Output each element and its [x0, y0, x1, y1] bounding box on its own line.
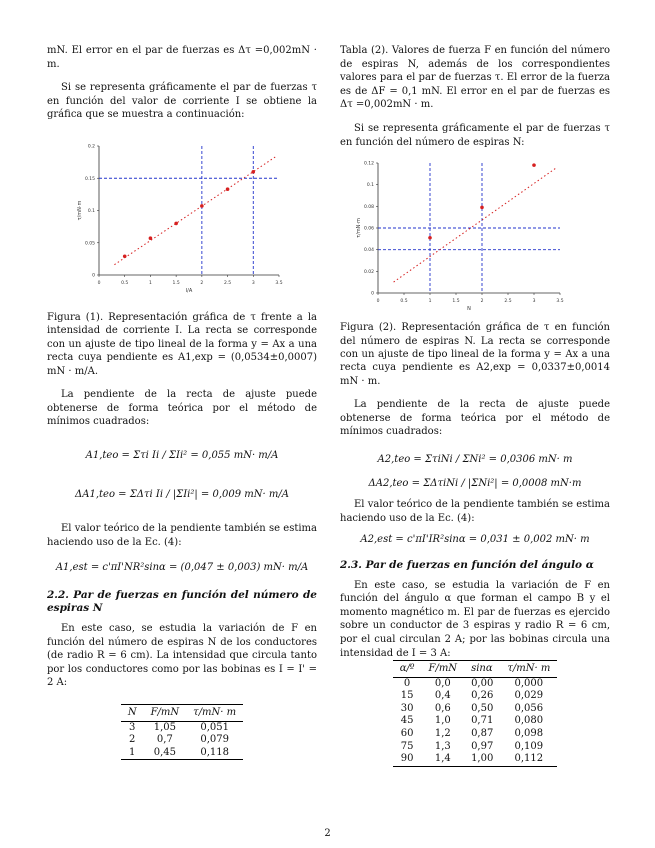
- table-cell: 0,7: [156, 734, 173, 746]
- table-cell: 0,6: [434, 702, 451, 714]
- figure-1-chart: [47, 136, 317, 301]
- table-row: [393, 715, 558, 728]
- table-3: [393, 660, 558, 767]
- table-row: [121, 734, 243, 747]
- paragraph: La pendiente de la recta de ajuste puede obtenerse de forma teórica por el método de mínimos cuadrados:: [47, 389, 317, 428]
- figure-1-caption: Figura (1). Representación gráfica de τ frente a la intensidad de corriente I. La recta se corresponde con un ajuste de tipo lineal de la forma y = Ax a una recta cuya pendiente es A1,exp = (0,0534±0,0007) mN · m/A.: [47, 311, 317, 377]
- x-tick-label: 3: [251, 280, 255, 286]
- table-header-cell: F/mN: [144, 704, 187, 721]
- table-row: [393, 677, 558, 690]
- table-cell: 0,000: [514, 677, 544, 689]
- x-tick-label: 1.5: [172, 280, 180, 286]
- section-heading: 2.3. Par de fuerzas en función del ángulo α: [340, 558, 594, 571]
- y-tick-label: 0.04: [363, 248, 374, 254]
- figure-2-chart: [340, 155, 610, 315]
- table-cell: 1,2: [434, 728, 451, 740]
- table-row: [121, 747, 243, 760]
- data-point: [149, 236, 153, 240]
- y-axis-label: τ/mN·m: [77, 200, 83, 221]
- x-axis-label: N: [467, 306, 471, 313]
- table-header-cell: τ/mN· m: [500, 661, 557, 678]
- x-tick-label: 0.5: [400, 299, 408, 305]
- table-cell: 0,080: [514, 715, 544, 727]
- table-cell: 0,87: [471, 728, 494, 740]
- right-column: [340, 44, 610, 767]
- x-tick-label: 2.5: [504, 299, 512, 305]
- table-cell: 2: [129, 734, 136, 746]
- table-cell: 1,3: [434, 740, 451, 752]
- x-axis-label: I/A: [185, 287, 193, 294]
- data-point: [226, 187, 230, 191]
- table-cell: 15: [400, 690, 414, 702]
- table-row: [393, 703, 558, 716]
- table-cell: 0,0: [434, 677, 451, 689]
- table-header-cell: N: [121, 704, 144, 721]
- x-tick-label: 2.5: [223, 280, 232, 286]
- x-tick-label: 3.5: [556, 299, 564, 305]
- table-cell: 0,00: [471, 677, 494, 689]
- data-point: [532, 164, 536, 168]
- table-cell: 1,05: [153, 721, 177, 733]
- equation-a1-est: A1,est = c'πI'NR²sinα = (0,047 ± 0,003) mN· m/A: [55, 562, 309, 574]
- x-tick-label: 2: [480, 299, 484, 305]
- table-cell: 0: [403, 677, 411, 689]
- x-tick-label: 0: [97, 280, 101, 286]
- table-cell: 0,45: [144, 747, 187, 760]
- table-cell: 0,051: [200, 721, 229, 733]
- table-cell: 60: [400, 728, 414, 740]
- data-point: [123, 254, 127, 258]
- table-cell: 0,26: [471, 690, 494, 702]
- x-tick-label: 3: [532, 299, 536, 305]
- table-header-cell: F/mN: [422, 661, 465, 678]
- table-cell: 30: [400, 702, 414, 714]
- paragraph: Si se representa gráficamente el par de fuerzas τ en función del valor de corriente I se obtiene la gráfica que se muestra a continuación:: [47, 82, 317, 121]
- data-point: [428, 236, 432, 240]
- data-point: [174, 222, 178, 226]
- table-header-cell: sinα: [464, 661, 500, 678]
- table-cell: 1: [121, 747, 144, 760]
- fit-line: [394, 168, 557, 282]
- y-tick-label: 0: [371, 291, 374, 297]
- table-cell: 1,00: [464, 753, 500, 766]
- table-cell: 0,098: [514, 728, 544, 740]
- table-row: [393, 741, 558, 754]
- table-cell: 0,50: [471, 702, 494, 714]
- y-tick-label: 0.1: [87, 208, 95, 214]
- y-tick-label: 0.06: [363, 226, 374, 232]
- y-tick-label: 0.1: [366, 183, 374, 189]
- table-cell: 0,118: [186, 747, 243, 760]
- x-tick-label: 1.5: [452, 299, 460, 305]
- table-cell: 1,0: [434, 715, 451, 727]
- table-row: [393, 728, 558, 741]
- paragraph: El valor teórico de la pendiente también se estima haciendo uso de la Ec. (4):: [340, 499, 610, 524]
- x-tick-label: 2: [200, 280, 204, 286]
- y-tick-label: 0.08: [363, 204, 374, 210]
- table-cell: 0,71: [471, 715, 494, 727]
- paragraph: En este caso, se estudia la variación de F en función del ángulo α que forman el campo B y el momento magnético m. El par de fuerzas es ejercido sobre un conductor de 3 espiras y radio R = 6 cm, por el cual circulan 2 A; por las bobinas circula una intensidad de I = 3 A:: [340, 579, 610, 659]
- left-column: [47, 44, 317, 760]
- table-row: [393, 690, 558, 703]
- y-tick-label: 0.12: [363, 161, 374, 167]
- table-cell: 0,029: [514, 690, 544, 702]
- table-cell: 0,079: [200, 734, 229, 746]
- table-header-cell: τ/mN· m: [186, 704, 243, 721]
- table-row: [121, 721, 243, 734]
- fit-line: [114, 157, 275, 265]
- table-cell: 75: [400, 740, 414, 752]
- y-tick-label: 0.15: [84, 176, 95, 182]
- table-cell: 0,056: [514, 702, 544, 714]
- y-tick-label: 0.02: [363, 269, 374, 275]
- figure-2-caption: Figura (2). Representación gráfica de τ en función del número de espiras N. La recta se corresponde con un ajuste de tipo lineal de la forma y = Ax a una recta cuya pendiente es A2,exp = 0,0337±0,0014 mN · m.: [340, 322, 610, 387]
- table-cell: 90: [393, 753, 422, 766]
- x-tick-label: 1: [148, 280, 152, 286]
- equation-a2-est: A2,est = c'πI'IR²sinα = 0,031 ± 0,002 mN· m: [360, 534, 590, 546]
- equation-delta-a1-teo: ΔA1,teo = ΣΔτi Ii / |ΣIi²| = 0,009 mN· m/A: [75, 489, 289, 501]
- data-point: [480, 206, 484, 210]
- y-tick-label: 0.2: [87, 144, 95, 150]
- table-row: [393, 753, 558, 766]
- table-cell: 0,97: [471, 740, 494, 752]
- section-heading: 2.2. Par de fuerzas en función del número de espiras N: [47, 588, 317, 615]
- x-tick-label: 0.5: [121, 280, 129, 286]
- table-cell: 45: [400, 715, 414, 727]
- paragraph: mN. El error en el par de fuerzas es Δτ =0,002mN · m.: [47, 45, 317, 70]
- equation-a2-teo: A2,teo = ΣτiNi / ΣNi² = 0,0306 mN· m: [377, 453, 573, 465]
- table-cell: 3: [129, 721, 136, 733]
- page-number: 2: [324, 828, 331, 839]
- table-cell: 0,4: [434, 690, 451, 702]
- table-cell: 1,4: [422, 753, 465, 766]
- table-cell: 0,112: [500, 753, 557, 766]
- table-cell: 0,109: [514, 740, 544, 752]
- table-header-cell: α/º: [393, 661, 422, 678]
- x-tick-label: 0: [376, 299, 380, 305]
- table-1: [121, 704, 243, 760]
- x-tick-label: 1: [428, 299, 432, 305]
- x-tick-label: 3.5: [275, 280, 283, 286]
- table-2-caption: Tabla (2). Valores de fuerza F en función del número de espiras N, además de los correspondientes valores para el par de fuerzas τ. El error de la fuerza es de ΔF = 0,1 mN. El error en el par de fuerzas es Δτ =0,002mN · m.: [340, 45, 610, 111]
- y-tick-label: 0: [92, 273, 95, 279]
- data-point: [251, 170, 255, 174]
- data-point: [200, 204, 204, 208]
- equation-a1-teo: A1,teo = Στi Ii / ΣIi² = 0,055 mN· m/A: [85, 449, 279, 461]
- paragraph: Si se representa gráficamente el par de fuerzas τ en función del número de espiras N:: [340, 122, 610, 148]
- paragraph: En este caso, se estudia la variación de F en función del número de espiras N de los conductores (de radio R = 6 cm). La intensidad que circula tanto por los conductores como por las bobinas es I = I' = 2 A:: [47, 622, 317, 689]
- equation-delta-a2-teo: ΔA2,teo = ΣΔτiNi / |ΣNi²| = 0,0008 mN·m: [368, 477, 582, 489]
- paragraph: El valor teórico de la pendiente también se estima haciendo uso de la Ec. (4):: [47, 522, 317, 548]
- y-tick-label: 0.05: [84, 241, 95, 247]
- paragraph: La pendiente de la recta de ajuste puede obtenerse de forma teórica por el método de mínimos cuadrados:: [340, 399, 610, 438]
- y-axis-label: τ/mN·m: [356, 218, 362, 239]
